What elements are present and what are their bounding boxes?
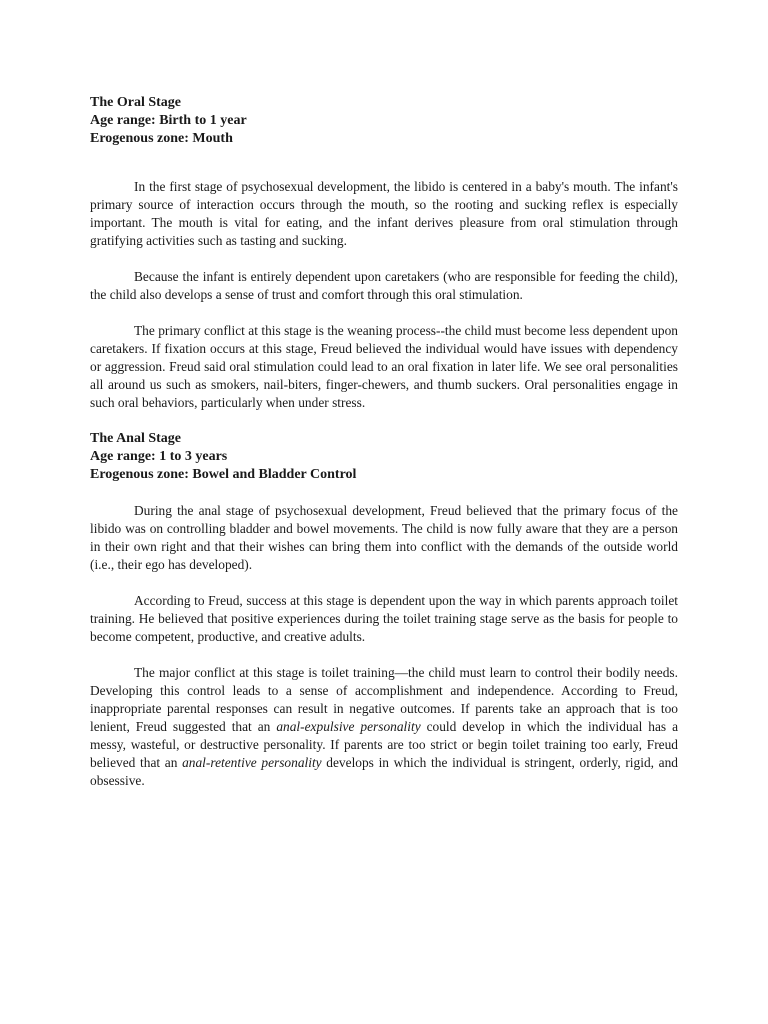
anal-stage-paragraph-3 bbox=[90, 664, 678, 790]
anal-stage-paragraph-1: During the anal stage of psychosexual development, Freud believed that the primary focus of the libido was on controlling bladder and bowel movements. The child is now fully aware that they are a person in their own right and that their wishes can bring them into conflict with the demands of the outside world (i.e., their ego has developed). bbox=[90, 503, 678, 572]
oral-stage-paragraph-1: In the first stage of psychosexual development, the libido is centered in a baby's mouth. The infant's primary source of interaction occurs through the mouth, so the rooting and sucking reflex is especially important. The mouth is vital for eating, and the infant derives pleasure from oral stimulation through gratifying activities such as tasting and sucking. bbox=[90, 179, 678, 248]
anal-stage-title: The Anal Stage bbox=[90, 431, 182, 446]
oral-stage-title: The Oral Stage bbox=[90, 95, 181, 110]
oral-stage-paragraph-3: The primary conflict at this stage is the weaning process--the child must become less dependent upon caretakers. If fixation occurs at this stage, Freud believed the individual would have issues with dependency or aggression. Freud said oral stimulation could lead to an oral fixation in later life. We see oral personalities all around us such as smokers, nail-biters, finger-chewers, and thumb suckers. Oral personalities engage in such oral behaviors, particularly when under stress. bbox=[90, 323, 678, 410]
oral-stage-age-range: Age range: Birth to 1 year bbox=[90, 113, 247, 128]
anal-stage-age-range: Age range: 1 to 3 years bbox=[90, 449, 228, 464]
anal-stage-erogenous-zone: Erogenous zone: Bowel and Bladder Control bbox=[90, 467, 357, 482]
oral-stage-erogenous-zone: Erogenous zone: Mouth bbox=[90, 131, 233, 146]
anal-retentive-term: anal-retentive personality bbox=[182, 755, 322, 770]
anal-stage-paragraph-3-part-b: could develop in which the individual has a messy, wasteful, or destructive personality. If parents are too strict or begin toilet training too early, Freud believed that an bbox=[90, 719, 679, 770]
oral-stage-section bbox=[90, 94, 678, 412]
anal-expulsive-term: anal-expulsive personality bbox=[276, 719, 421, 734]
anal-stage-paragraph-3-part-c: develops in which the individual is stringent, orderly, rigid, and obsessive. bbox=[90, 755, 678, 788]
anal-stage-paragraph-3-part-a: The major conflict at this stage is toilet training—the child must learn to control their bodily needs. Developing this control leads to a sense of accomplishment and independence. According to Freud, inappropriate parental responses can result in negative outcomes. If parents take an approach that is too lenient, Freud suggested that an bbox=[90, 665, 678, 734]
anal-stage-section bbox=[90, 430, 678, 790]
oral-stage-paragraph-2: Because the infant is entirely dependent upon caretakers (who are responsible for feeding the child), the child also develops a sense of trust and comfort through this oral stimulation. bbox=[90, 269, 678, 302]
anal-stage-paragraph-2: According to Freud, success at this stage is dependent upon the way in which parents approach toilet training. He believed that positive experiences during the toilet training stage serve as the basis for people to become competent, productive, and creative adults. bbox=[90, 593, 678, 644]
